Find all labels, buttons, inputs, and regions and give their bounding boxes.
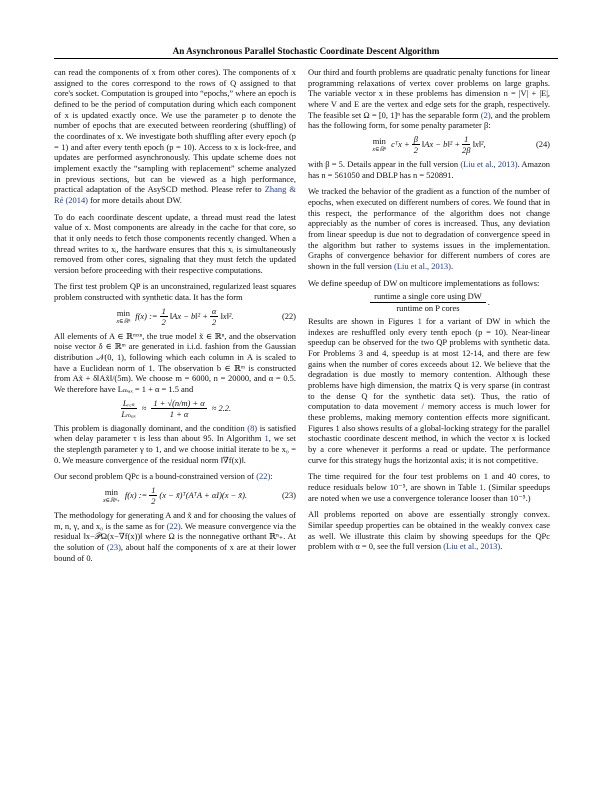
paragraph-text: for more details about DW. [90, 194, 182, 205]
equation-term: ‖Ax − b‖² + [421, 139, 461, 150]
paragraph-diagonally-dominant: This problem is diagonally dominant, and the condition (8) is satisfied when delay parameter τ is less than about 95. In Algorithm 1, we set the steplength parameter γ to 1, and we choose initial iterate to be x₀ = 0. We measure convergence of the residual norm ‖∇f(x)‖. [54, 422, 297, 465]
paragraph-second-problem: Our second problem QPc is a bound-constrained version of (22): [54, 471, 273, 482]
equation-link[interactable]: (22) [256, 471, 271, 482]
paragraph-results: Results are shown in Figures 1 for a variant of DW in which the indexes are reshuffled only every tenth epoch (p = 10). Near-linear speedup can be observed for the two QP problems with synthetic data. For Problems 3 and 4, speedup is at most 12-14, and there are few gains when the number of cores exceeds about 12. We believe that the degradation is due mostly to memory contention. Although these problems have high dimension, the matrix Q is very sparse (in contrast to the dense Q for the synthetic data set). Thus, the ratio of computation to data movement / memory access is much lower for these problems, making memory contention effects more significant. Figures 1 also shows results of a global-locking strategy for the parallel stochastic coordinate descent method, in which the vector x is locked by a core whenever it performs a read or update. The performance curve for this strategy hugs the horizontal axis; it is not competitive. [308, 316, 551, 465]
paragraph-methodology: The methodology for generating A and x̃ and for choosing the values of m, n, γ, and x₀ is the same as for (22). We measure convergence via the residual ‖x−𝒫Ω(x−∇f(x))‖ where Ω is the nonnegative orthant ℝⁿ₊. At the solution of (23), about half the components of x are at their lower bound of 0. [54, 510, 297, 563]
table-link[interactable]: 1 [479, 482, 484, 492]
equation-term: (x − x̃)ᵀ(AᵀA + αI)(x − x̃). [159, 490, 248, 501]
right-column [308, 67, 550, 558]
fraction: $\frac{\beta}{2}$ [413, 133, 418, 155]
equation-link[interactable]: (2) [480, 109, 491, 120]
equation-term: ≈ 2.2. [211, 402, 232, 413]
paragraph-time-required: The time required for the four test problems on 1 and 40 cores, to reduce residuals below 10⁻⁵, are shown in Table 1. (Similar speedups are noted when we use a convergence tolerance looser than 10⁻⁵.) [308, 471, 550, 503]
equation-term: f(x) := [135, 310, 158, 321]
fraction: $\frac{1}{2}$ [151, 485, 156, 506]
citation-link[interactable]: Zhang & Ré (2014) [54, 184, 296, 205]
equation-number: (24) [535, 139, 550, 150]
header-rule [54, 58, 558, 59]
fraction: $\frac{1}{2\beta}$ [462, 133, 471, 155]
equation-term: ‖x‖². [220, 310, 234, 321]
speedup-formula: $\frac{\text{runtime a single core using DW}}{\text{runtime on P cores}}$ . [308, 291, 550, 314]
left-column [54, 67, 296, 569]
equation-term: ‖x‖², [472, 139, 486, 150]
min-operator: min x∈ℝⁿ₊ [102, 487, 120, 504]
equation-term: f(x) := [124, 490, 148, 501]
fraction: $\frac{\alpha}{2}$ [211, 305, 217, 327]
paragraph-coordinate-update: To do each coordinate descent update, a thread must read the latest value of x. Most components are already in the cache for that core, so that it only needs to fetch those components recently changed. When a thread writes to xᵢ, the hardware ensures that this xᵢ is simultaneously removed from other cores, signaling that they must fetch the updated version before proceeding with their respective computations. [54, 211, 296, 275]
paragraph-beta: with β = 5. Details appear in the full version (Liu et al., 2013). Amazon has n = 561050 and DBLP has n = 520891. [308, 158, 551, 180]
paragraph-weakly-convex: All problems reported on above are essentially strongly convex. Similar speedup properties can be obtained in the weakly convex case as well. We illustrate this claim by showing speedups for the QPc problem with α = 0, see the full version (Liu et al., 2013). [308, 509, 550, 552]
equation-22 [54, 306, 296, 327]
figure-link[interactable]: 1 [417, 316, 422, 327]
citation-link[interactable]: (Liu et al., 2013) [443, 541, 501, 552]
equation-link[interactable]: (22) [166, 520, 181, 531]
fraction: $\frac{\text{Lᵣₑₛ}}{\text{Lₘₐₓ}}$ [121, 397, 137, 419]
fraction: $\frac{\text{runtime a single core using DW}}{\text{runtime on P cores}}$ [370, 291, 486, 314]
equation-number: (22) [281, 310, 296, 321]
fraction: $\frac{1}{2}$ [161, 305, 166, 327]
min-operator: min x∈ℝⁿ [372, 136, 387, 153]
citation-link[interactable]: (Liu et al., 2013) [460, 158, 518, 169]
paragraph-dw-epochs [54, 67, 296, 206]
fraction: $\frac{1 + √(n/m) + \alpha}{1 + \alpha}$ [153, 397, 205, 419]
equation-link[interactable]: (23) [106, 541, 121, 552]
paragraph-speedup-definition: We define speedup of DW on multicore implementations as follows: [308, 277, 540, 288]
equation-23 [54, 485, 296, 506]
citation-link[interactable]: (Liu et al., 2013) [394, 260, 451, 271]
equation-term: ‖Ax − b‖² + [169, 310, 208, 321]
paragraph-data-generation: All elements of A ∈ ℝᵐˣⁿ, the true model x̃ ∈ ℝⁿ, and the observation noise vector δ ∈ ℝᵐ are generated in i.i.d. fashion from the Gaussian distribution 𝒩(0, 1), following which each column in A is scaled to have a Euclidean norm of 1. The observation b ∈ ℝᵐ is constructed from Ax̃ + δ‖Ax̃‖/(5m). We choose m = 6000, n = 20000, and α = 0.5. We therefore have Lₘₐₓ = 1 + α = 1.5 and [54, 330, 296, 395]
equation-link[interactable]: (8) [247, 422, 258, 433]
algorithm-link[interactable]: 1 [264, 433, 269, 444]
paragraph-vertex-cover: Our third and fourth problems are quadratic penalty functions for linear programming relaxations of vertex cover problems on large graphs. The variable vector x in these problems has dimension n = |V| + |E|, where V and E are the vertex and edge sets for the graph, respectively. The feasible set Ω = [0, 1]ⁿ has the separable form (2), and the problem has the following form, for some penalty parameter β: [308, 67, 551, 131]
equation-lres-ratio [54, 398, 296, 419]
min-operator: min x∈ℝⁿ [116, 307, 131, 325]
equation-number: (23) [281, 490, 296, 501]
equation-term: ≈ [141, 402, 147, 413]
paragraph-gradient-behavior: We tracked the behavior of the gradient as a function of the number of epochs, when executed on different numbers of cores. We found that in this respect, the performance of the algorithm does not change appreciably as the number of cores is increased. Thus, any deviation from linear speedup is due not to degradation of convergence speed in the algorithm but rather to systems issues in the implementation. Graphs of convergence behavior for different numbers of cores are shown in the full version (Liu et al., 2013). [308, 186, 550, 271]
equation-24 [308, 134, 550, 155]
paragraph-first-test-problem: The first test problem QP is an unconstrained, regularized least squares problem constructed with synthetic data. It has the form [54, 281, 296, 303]
paragraph-text: can read the components of x from other cores). The components of x assigned to the cores correspond to the rows of Q assigned to that core's socket. Computation is grouped into “epochs,” where an epoch is defined to be the period of computation during which each component of x is updated exactly once. We use the parameter p to denote the number of epochs that are executed between reordering (shuffling) of the coordinates of x. We investigate both shuffling after every epoch (p = 1) and after every tenth epoch (p = 10). Access to x is lock-free, and updates are performed asynchronously. This update scheme does not implement exactly the “sampling with replacement” scheme analyzed in previous sections, but can be viewed as a high performance, practical adaptation of the AsySCD method. Please refer to [54, 67, 296, 195]
equation-term: cᵀx + [391, 139, 410, 150]
running-header: An Asynchronous Parallel Stochastic Coordinate Descent Algorithm [172, 46, 440, 56]
